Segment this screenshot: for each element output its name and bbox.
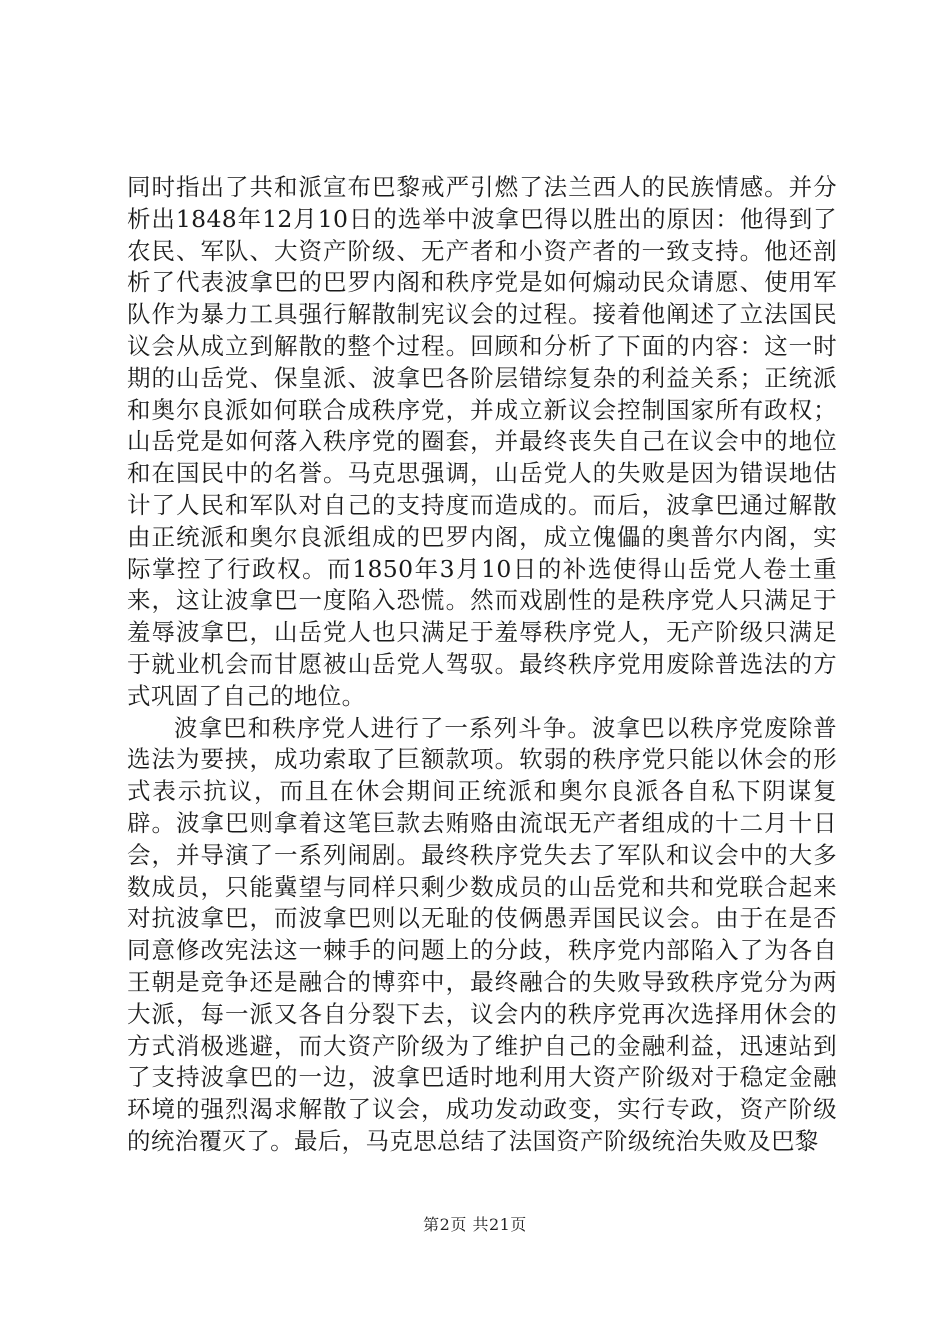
page-footer: 第2页 共21页 <box>423 1215 527 1234</box>
paragraph-1: 同时指出了共和派宣布巴黎戒严引燃了法兰西人的民族情感。并分析出1848年12月10日的选举中波拿巴得以胜出的原因：他得到了农民、军队、大资产阶级、无产者和小资产者的一致支持。他还剖析了代表波拿巴的巴罗内阁和秩序党是如何煽动民众请愿、使用军队作为暴力工具强行解散制宪议会的过程。接着他阐述了立法国民议会从成立到解散的整个过程。回顾和分析了下面的内容：这一时期的山岳党、保皇派、波拿巴各阶层错综复杂的利益关系；正统派和奥尔良派如何联合成秩序党，并成立新议会控制国家所有政权；山岳党是如何落入秩序党的圈套，并最终丧失自己在议会中的地位和在国民中的名誉。马克思强调，山岳党人的失败是因为错误地估计了人民和军队对自己的支持度而造成的。而后，波拿巴通过解散由正统派和奥尔良派组成的巴罗内阁，成立傀儡的奥普尔内阁，实际掌控了行政权。而1850年3月10日的补选使得山岳党人卷土重来，这让波拿巴一度陷入恐慌。然而戏剧性的是秩序党人只满足于羞辱波拿巴，山岳党人也只满足于羞辱秩序党人，无产阶级只满足于就业机会而甘愿被山岳党人驾驭。最终秩序党用废除普选法的方式巩固了自己的地位。 <box>127 173 837 710</box>
paragraph-2: 波拿巴和秩序党人进行了一系列斗争。波拿巴以秩序党废除普选法为要挟，成功索取了巨额款项。软弱的秩序党只能以休会的形式表示抗议，而且在休会期间正统派和奥尔良派各自私下阴谋复辟。波拿巴则拿着这笔巨款去贿赂由流氓无产者组成的十二月十日会，并导演了一系列闹剧。最终秩序党失去了军队和议会中的大多数成员，只能冀望与同样只剩少数成员的山岳党和共和党联合起来对抗波拿巴，而波拿巴则以无耻的伎俩愚弄国民议会。由于在是否同意修改宪法这一棘手的问题上的分歧，秩序党内部陷入了为各自王朝是竞争还是融合的博弈中，最终融合的失败导致秩序党分为两大派，每一派又各自分裂下去，议会内的秩序党再次选择用休会的方式消极逃避，而大资产阶级为了维护自己的金融利益，迅速站到了支持波拿巴的一边，波拿巴适时地利用大资产阶级对于稳定金融环境的强烈渴求解散了议会，成功发动政变，实行专政，资产阶级的统治覆灭了。最后，马克思总结了法国资产阶级统治失败及巴黎 <box>127 713 837 1155</box>
document-body <box>127 172 837 1158</box>
